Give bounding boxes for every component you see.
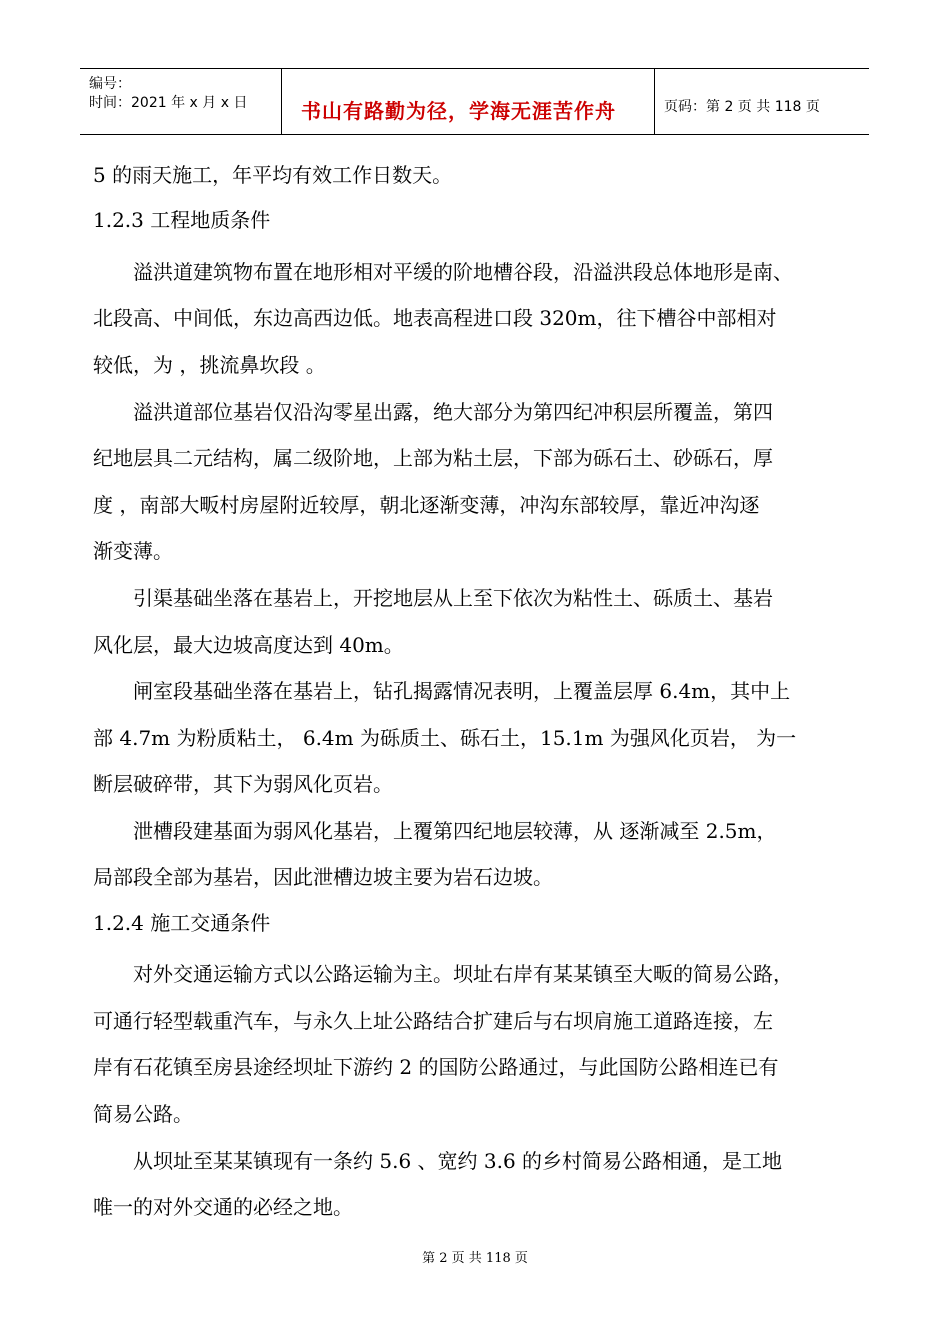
body-line: 唯一的对外交通的必经之地。 bbox=[93, 1195, 353, 1219]
header-meta-cell bbox=[80, 69, 282, 134]
body-line: 度 ，南部大畈村房屋附近较厚，朝北逐渐变薄，冲沟东部较厚，靠近冲沟逐 bbox=[93, 493, 760, 517]
doc-date-label: 时间：2021 年 x 月 x 日 bbox=[89, 95, 248, 111]
section-heading: 1.2.4 施工交通条件 bbox=[93, 911, 271, 935]
body-line: 5 的雨天施工，年平均有效工作日数天。 bbox=[93, 163, 453, 187]
body-line: 岸有石花镇至房县途经坝址下游约 2 的国防公路通过，与此国防公路相连已有 bbox=[93, 1055, 779, 1079]
header-motto: 书山有路勤为径，学海无涯苦作舟 bbox=[301, 99, 616, 123]
body-line: 部 4.7m 为粉质粘土， 6.4m 为砾质土、砾石土，15.1m 为强风化页岩， 为一 bbox=[93, 726, 797, 750]
body-line: 泄槽段建基面为弱风化基岩，上覆第四纪地层较薄，从 逐渐减至 2.5m， bbox=[93, 819, 777, 843]
body-line: 溢洪道部位基岩仅沿沟零星出露，绝大部分为第四纪冲积层所覆盖，第四 bbox=[93, 400, 773, 424]
header-page-cell bbox=[655, 69, 869, 134]
body-line: 风化层，最大边坡高度达到 40m。 bbox=[93, 633, 404, 657]
body-line: 渐变薄。 bbox=[93, 539, 173, 563]
body-line: 可通行轻型载重汽车，与永久上址公路结合扩建后与右坝肩施工道路连接，左 bbox=[93, 1009, 773, 1033]
body-line: 闸室段基础坐落在基岩上，钻孔揭露情况表明，上覆盖层厚 6.4m，其中上 bbox=[93, 679, 791, 703]
body-line: 纪地层具二元结构，属二级阶地，上部为粘土层，下部为砾石土、砂砾石，厚 bbox=[93, 446, 773, 470]
header-motto-cell bbox=[282, 69, 655, 134]
body-line: 北段高、中间低，东边高西边低。地表高程进口段 320m，往下槽谷中部相对 bbox=[93, 306, 777, 330]
section-heading: 1.2.3 工程地质条件 bbox=[93, 208, 271, 232]
body-line: 局部段全部为基岩，因此泄槽边坡主要为岩石边坡。 bbox=[93, 865, 553, 889]
header-page-label: 页码：第 2 页 共 118 页 bbox=[664, 99, 820, 115]
body-line: 较低，为 ，挑流鼻坎段 。 bbox=[93, 353, 326, 377]
page-footer: 第 2 页 共 118 页 bbox=[422, 1251, 528, 1266]
body-line: 对外交通运输方式以公路运输为主。坝址右岸有某某镇至大畈的简易公路， bbox=[93, 962, 793, 986]
document-header bbox=[80, 68, 869, 135]
body-line: 断层破碎带，其下为弱风化页岩。 bbox=[93, 772, 393, 796]
body-line: 溢洪道建筑物布置在地形相对平缓的阶地槽谷段，沿溢洪段总体地形是南、 bbox=[93, 260, 793, 284]
body-line: 从坝址至某某镇现有一条约 5.6 、宽约 3.6 的乡村简易公路相通，是工地 bbox=[93, 1149, 783, 1173]
doc-number-label: 编号： bbox=[89, 76, 131, 92]
body-line: 简易公路。 bbox=[93, 1102, 193, 1126]
body-line: 引渠基础坐落在基岩上，开挖地层从上至下依次为粘性土、砾质土、基岩 bbox=[93, 586, 773, 610]
